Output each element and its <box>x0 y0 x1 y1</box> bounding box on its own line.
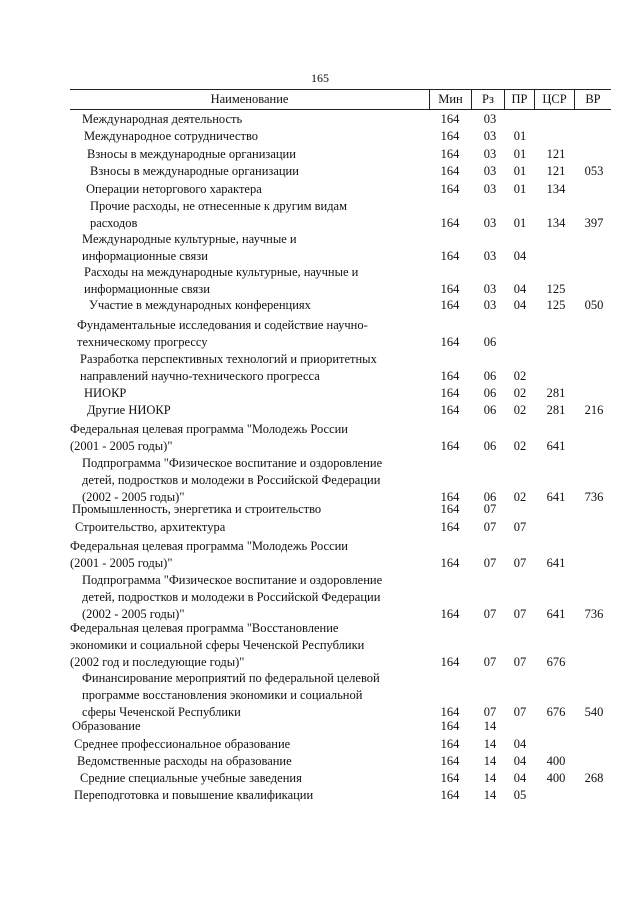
row-vr: 736 <box>584 607 604 621</box>
table-row <box>0 264 640 298</box>
table-row <box>0 538 640 572</box>
row-name: Взносы в международные организации <box>90 164 299 178</box>
table-row <box>0 198 640 232</box>
row-name: Подпрограмма "Физическое воспитание и оздоровление детей, подростков и молодежи в Российской Федерации (2002 - 2005 годы)" <box>82 573 383 621</box>
row-min: 164 <box>440 216 460 230</box>
row-min: 164 <box>440 502 460 516</box>
row-pr: 02 <box>513 369 527 383</box>
header-rz: Рз <box>471 90 504 109</box>
row-pr: 04 <box>513 737 527 751</box>
row-rz: 14 <box>483 719 497 733</box>
table-row <box>0 770 640 787</box>
row-name: Расходы на международные культурные, научные и информационные связи <box>84 265 359 296</box>
table-row <box>0 501 640 518</box>
row-csr: 641 <box>546 490 566 504</box>
row-min: 164 <box>440 147 460 161</box>
row-pr: 04 <box>513 282 527 296</box>
row-csr: 400 <box>546 771 566 785</box>
table-row <box>0 753 640 770</box>
row-csr: 641 <box>546 607 566 621</box>
table-row <box>0 519 640 536</box>
row-name: Другие НИОКР <box>87 403 171 417</box>
row-pr: 01 <box>513 164 527 178</box>
row-pr: 01 <box>513 147 527 161</box>
row-name: Промышленность, энергетика и строительство <box>72 502 322 516</box>
table-row <box>0 718 640 735</box>
row-name: Международная деятельность <box>82 112 243 126</box>
table-row <box>0 351 640 385</box>
table-row <box>0 385 640 402</box>
row-csr: 125 <box>546 282 566 296</box>
row-rz: 06 <box>483 335 497 349</box>
row-pr: 04 <box>513 771 527 785</box>
row-vr: 216 <box>584 403 604 417</box>
row-pr: 02 <box>513 403 527 417</box>
row-pr: 05 <box>513 788 527 802</box>
row-name: Строительство, архитектура <box>75 520 226 534</box>
row-rz: 06 <box>483 369 497 383</box>
row-vr: 268 <box>584 771 604 785</box>
row-rz: 03 <box>483 216 497 230</box>
header-min: Мин <box>429 90 471 109</box>
row-rz: 03 <box>483 164 497 178</box>
row-csr: 400 <box>546 754 566 768</box>
row-vr: 736 <box>584 490 604 504</box>
row-min: 164 <box>440 607 460 621</box>
row-name: Финансирование мероприятий по федеральной целевой программе восстановления экономики и социальной сферы Чеченской Республики <box>82 671 380 719</box>
row-csr: 641 <box>546 556 566 570</box>
table-row <box>0 402 640 419</box>
row-name: Международное сотрудничество <box>84 129 259 143</box>
row-csr: 125 <box>546 298 566 312</box>
row-csr: 281 <box>546 386 566 400</box>
page-number: 165 <box>311 71 329 85</box>
row-min: 164 <box>440 520 460 534</box>
row-min: 164 <box>440 249 460 263</box>
row-min: 164 <box>440 112 460 126</box>
row-name: Фундаментальные исследования и содействие научно- техническому прогрессу <box>77 318 368 349</box>
row-name: Разработка перспективных технологий и приоритетных направлений научно-технического прогресса <box>80 352 377 383</box>
row-min: 164 <box>440 439 460 453</box>
row-pr: 02 <box>513 439 527 453</box>
row-rz: 14 <box>483 788 497 802</box>
row-rz: 07 <box>483 655 497 669</box>
row-pr: 01 <box>513 216 527 230</box>
row-min: 164 <box>440 335 460 349</box>
row-rz: 07 <box>483 502 497 516</box>
table-row <box>0 146 640 163</box>
row-name: Международные культурные, научные и информационные связи <box>82 232 297 263</box>
header-name: Наименование <box>210 92 289 106</box>
row-name: Переподготовка и повышение квалификации <box>74 788 314 802</box>
table-row <box>0 231 640 265</box>
row-min: 164 <box>440 282 460 296</box>
row-min: 164 <box>440 182 460 196</box>
row-rz: 03 <box>483 298 497 312</box>
row-pr: 04 <box>513 249 527 263</box>
row-vr: 397 <box>584 216 604 230</box>
row-min: 164 <box>440 403 460 417</box>
row-rz: 03 <box>483 282 497 296</box>
row-rz: 07 <box>483 556 497 570</box>
row-csr: 121 <box>546 147 566 161</box>
row-pr: 01 <box>513 182 527 196</box>
row-pr: 02 <box>513 386 527 400</box>
row-rz: 14 <box>483 737 497 751</box>
table-row <box>0 787 640 804</box>
row-pr: 07 <box>513 705 527 719</box>
row-rz: 03 <box>483 112 497 126</box>
row-min: 164 <box>440 771 460 785</box>
row-min: 164 <box>440 164 460 178</box>
row-pr: 07 <box>513 607 527 621</box>
row-rz: 06 <box>483 439 497 453</box>
row-name: Операции неторгового характера <box>86 182 262 196</box>
table-header <box>70 89 611 110</box>
row-min: 164 <box>440 788 460 802</box>
row-vr: 050 <box>584 298 604 312</box>
row-min: 164 <box>440 705 460 719</box>
row-name: Среднее профессиональное образование <box>74 737 291 751</box>
header-csr: ЦСР <box>534 90 574 109</box>
row-rz: 06 <box>483 403 497 417</box>
row-name: Образование <box>72 719 141 733</box>
row-pr: 02 <box>513 490 527 504</box>
table-row <box>0 736 640 753</box>
row-rz: 07 <box>483 705 497 719</box>
row-name: Взносы в международные организации <box>87 147 296 161</box>
row-pr: 04 <box>513 298 527 312</box>
table-row <box>0 455 640 506</box>
row-name: Подпрограмма "Физическое воспитание и оздоровление детей, подростков и молодежи в Российской Федерации (2002 - 2005 годы)" <box>82 456 383 504</box>
row-pr: 07 <box>513 655 527 669</box>
row-csr: 281 <box>546 403 566 417</box>
row-csr: 134 <box>546 182 566 196</box>
row-rz: 03 <box>483 129 497 143</box>
row-rz: 06 <box>483 490 497 504</box>
row-name: Участие в международных конференциях <box>89 298 311 312</box>
row-name: Федеральная целевая программа "Молодежь России (2001 - 2005 годы)" <box>70 422 348 453</box>
row-name: НИОКР <box>84 386 127 400</box>
table-row <box>0 128 640 145</box>
row-min: 164 <box>440 556 460 570</box>
table-row <box>0 163 640 180</box>
header-vr: ВР <box>574 90 611 109</box>
row-rz: 14 <box>483 771 497 785</box>
row-csr: 676 <box>546 655 566 669</box>
row-csr: 134 <box>546 216 566 230</box>
row-pr: 07 <box>513 520 527 534</box>
row-name: Средние специальные учебные заведения <box>80 771 302 785</box>
table-row <box>0 181 640 198</box>
table-row <box>0 572 640 623</box>
row-name: Ведомственные расходы на образование <box>77 754 292 768</box>
row-rz: 03 <box>483 249 497 263</box>
row-min: 164 <box>440 719 460 733</box>
row-pr: 01 <box>513 129 527 143</box>
row-rz: 14 <box>483 754 497 768</box>
row-min: 164 <box>440 386 460 400</box>
table-row <box>0 620 640 671</box>
table-row <box>0 111 640 128</box>
table-row <box>0 297 640 314</box>
row-rz: 07 <box>483 520 497 534</box>
row-pr: 07 <box>513 556 527 570</box>
row-rz: 06 <box>483 386 497 400</box>
row-min: 164 <box>440 737 460 751</box>
row-min: 164 <box>440 369 460 383</box>
row-min: 164 <box>440 129 460 143</box>
row-min: 164 <box>440 298 460 312</box>
table-row <box>0 421 640 455</box>
row-vr: 053 <box>584 164 604 178</box>
row-rz: 07 <box>483 607 497 621</box>
row-rz: 03 <box>483 147 497 161</box>
row-vr: 540 <box>584 705 604 719</box>
row-pr: 04 <box>513 754 527 768</box>
row-name: Прочие расходы, не отнесенные к другим видам расходов <box>90 199 348 230</box>
row-csr: 121 <box>546 164 566 178</box>
row-csr: 641 <box>546 439 566 453</box>
row-rz: 03 <box>483 182 497 196</box>
row-min: 164 <box>440 490 460 504</box>
row-min: 164 <box>440 754 460 768</box>
row-name: Федеральная целевая программа "Молодежь России (2001 - 2005 годы)" <box>70 539 348 570</box>
row-name: Федеральная целевая программа "Восстановление экономики и социальной сферы Чеченской Республики (2002 год и последующие годы)" <box>70 621 365 669</box>
row-min: 164 <box>440 655 460 669</box>
row-csr: 676 <box>546 705 566 719</box>
header-pr: ПР <box>504 90 534 109</box>
table-row <box>0 317 640 351</box>
table-row <box>0 670 640 721</box>
